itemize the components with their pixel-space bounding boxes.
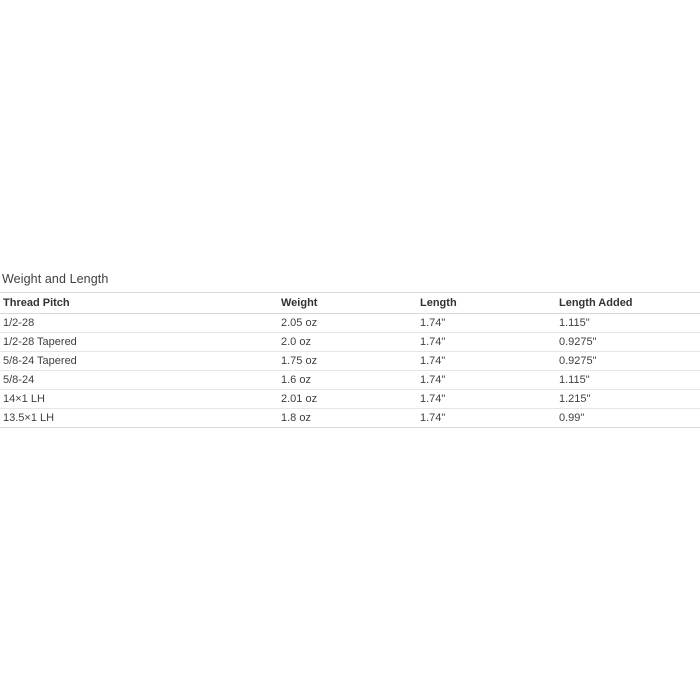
cell-thread-pitch: 13.5×1 LH [0, 409, 278, 428]
cell-length: 1.74" [417, 390, 556, 409]
cell-thread-pitch: 5/8-24 [0, 371, 278, 390]
cell-length: 1.74" [417, 314, 556, 333]
cell-thread-pitch: 5/8-24 Tapered [0, 352, 278, 371]
table-row [0, 390, 700, 409]
cell-weight: 2.0 oz [278, 333, 417, 352]
cell-weight: 1.6 oz [278, 371, 417, 390]
cell-weight: 2.01 oz [278, 390, 417, 409]
cell-length: 1.74" [417, 371, 556, 390]
weight-and-length-section [0, 272, 700, 428]
weight-and-length-table [0, 292, 700, 428]
column-header-weight: Weight [278, 293, 417, 314]
cell-weight: 1.8 oz [278, 409, 417, 428]
table-row [0, 333, 700, 352]
column-header-thread-pitch: Thread Pitch [0, 293, 278, 314]
cell-thread-pitch: 1/2-28 Tapered [0, 333, 278, 352]
table-row [0, 314, 700, 333]
column-header-length: Length [417, 293, 556, 314]
cell-length-added: 0.99" [556, 409, 700, 428]
section-title: Weight and Length [2, 272, 109, 286]
table-row [0, 371, 700, 390]
cell-length-added: 1.115" [556, 371, 700, 390]
cell-weight: 2.05 oz [278, 314, 417, 333]
cell-length-added: 0.9275" [556, 352, 700, 371]
cell-length-added: 0.9275" [556, 333, 700, 352]
cell-length-added: 1.215" [556, 390, 700, 409]
cell-length-added: 1.115" [556, 314, 700, 333]
cell-thread-pitch: 14×1 LH [0, 390, 278, 409]
cell-length: 1.74" [417, 333, 556, 352]
table-header [0, 293, 700, 314]
table-header-row [0, 293, 700, 314]
table-row [0, 409, 700, 428]
cell-weight: 1.75 oz [278, 352, 417, 371]
column-header-length-added: Length Added [556, 293, 700, 314]
cell-thread-pitch: 1/2-28 [0, 314, 278, 333]
table-row [0, 352, 700, 371]
cell-length: 1.74" [417, 352, 556, 371]
cell-length: 1.74" [417, 409, 556, 428]
table-body [0, 314, 700, 428]
